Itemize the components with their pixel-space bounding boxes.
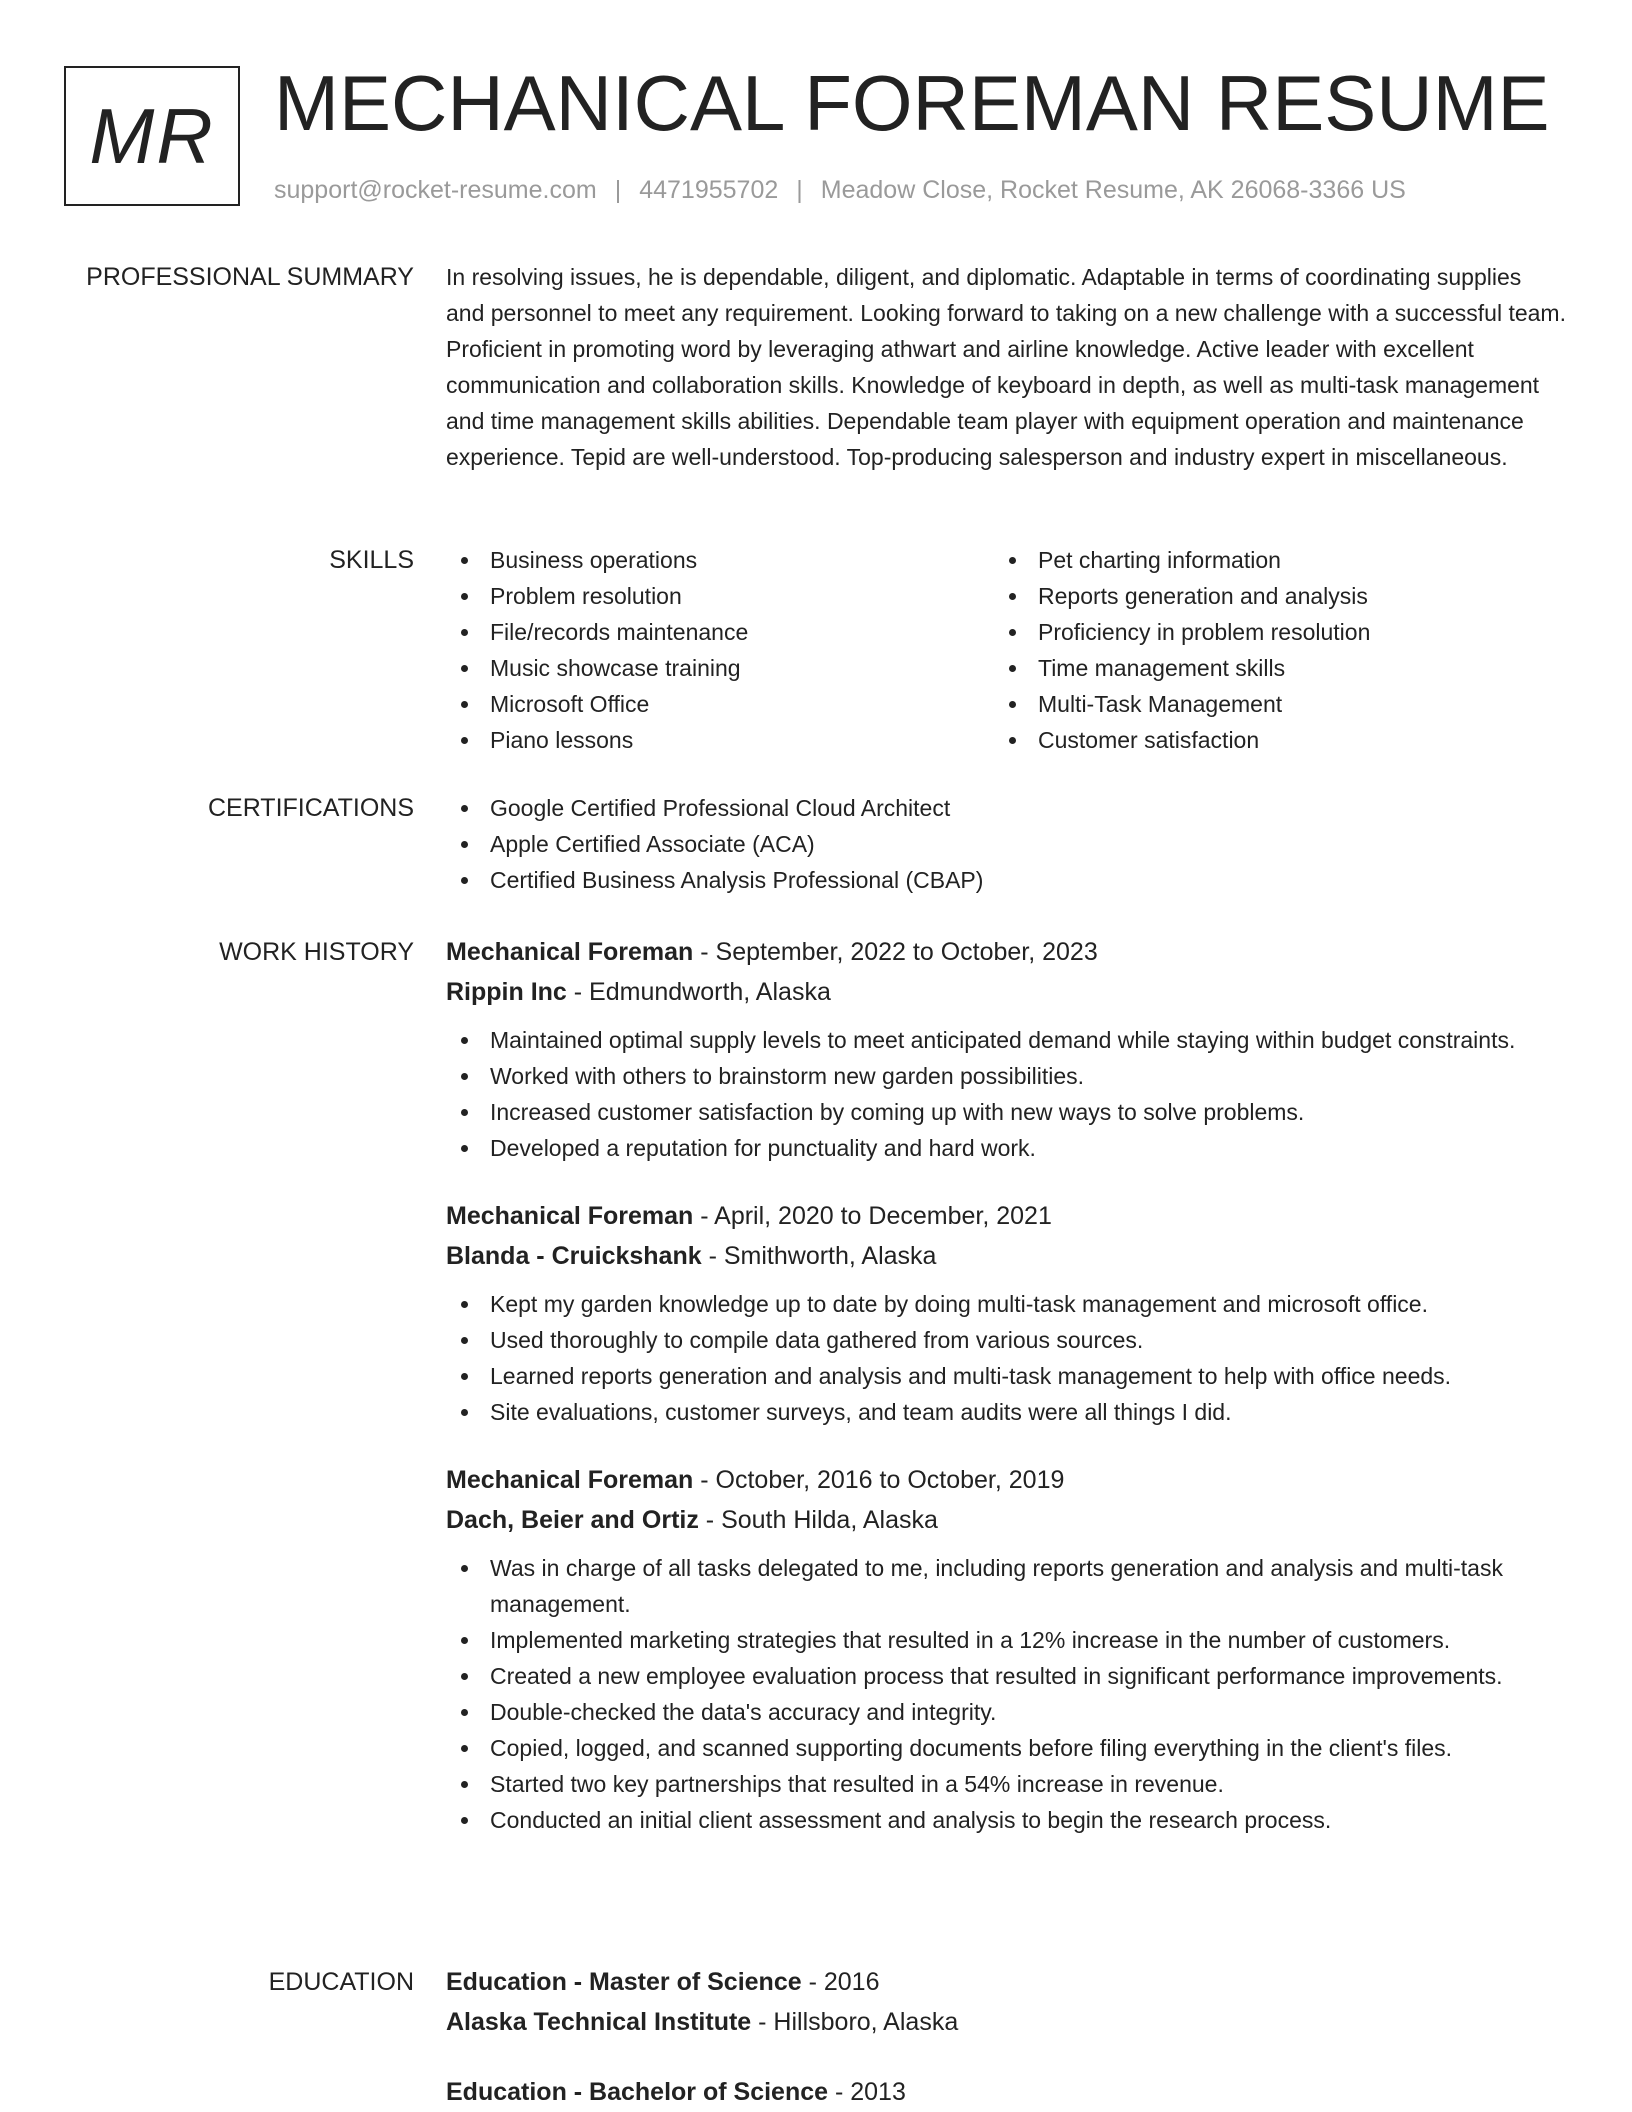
education-year: - 2013 <box>828 2078 906 2106</box>
skills-grid <box>446 542 1566 758</box>
education-school-line <box>446 2002 1566 2042</box>
certification-item: Google Certified Professional Cloud Architect <box>446 790 1566 826</box>
certification-item: Apple Certified Associate (ACA) <box>446 826 1566 862</box>
job-duty: Double-checked the data's accuracy and integrity. <box>446 1694 1566 1730</box>
section-label-education: EDUCATION <box>268 1968 414 1996</box>
job-duty: Copied, logged, and scanned supporting documents before filing everything in the client's files. <box>446 1730 1566 1766</box>
job-company: Rippin Inc <box>446 978 567 1006</box>
job-location: - Edmundworth, Alaska <box>566 978 831 1006</box>
skill-item: Reports generation and analysis <box>994 578 1542 614</box>
contact-line <box>274 173 1406 207</box>
section-label-summary: PROFESSIONAL SUMMARY <box>86 263 414 291</box>
job-duty: Increased customer satisfaction by coming up with new ways to solve problems. <box>446 1094 1566 1130</box>
certification-item: Certified Business Analysis Professional (CBAP) <box>446 862 1566 898</box>
job-duty: Maintained optimal supply levels to meet anticipated demand while staying within budget constraints. <box>446 1022 1566 1058</box>
job-title: Mechanical Foreman <box>446 1202 694 1230</box>
page-title: MECHANICAL FOREMAN RESUME <box>274 59 1550 147</box>
job-duties <box>446 1550 1566 1838</box>
job-company: Blanda - Cruickshank <box>446 1242 702 1270</box>
monogram: MR <box>64 66 240 206</box>
job-location: - Smithworth, Alaska <box>701 1242 937 1270</box>
skill-item: File/records maintenance <box>446 614 994 650</box>
job-title: Mechanical Foreman <box>446 1466 694 1494</box>
skill-item: Pet charting information <box>994 542 1542 578</box>
job-duty: Conducted an initial client assessment and analysis to begin the research process. <box>446 1802 1566 1838</box>
job-duty: Used thoroughly to compile data gathered from various sources. <box>446 1322 1566 1358</box>
section-label-work-history: WORK HISTORY <box>219 938 414 966</box>
skills-list-left <box>446 542 994 758</box>
contact-phone: 4471955702 <box>639 176 779 204</box>
contact-email: support@rocket-resume.com <box>274 176 597 204</box>
skill-item: Problem resolution <box>446 578 994 614</box>
job-company-line <box>446 972 1566 1012</box>
skill-item: Microsoft Office <box>446 686 994 722</box>
education-degree-line <box>446 2072 1566 2112</box>
job-duty: Learned reports generation and analysis and multi-task management to help with office needs. <box>446 1358 1566 1394</box>
education-year: - 2016 <box>801 1968 880 1996</box>
skill-item: Proficiency in problem resolution <box>994 614 1542 650</box>
job-duty: Site evaluations, customer surveys, and team audits were all things I did. <box>446 1394 1566 1430</box>
job-duty: Kept my garden knowledge up to date by doing multi-task management and microsoft office. <box>446 1286 1566 1322</box>
job-duty: Implemented marketing strategies that resulted in a 12% increase in the number of customers. <box>446 1622 1566 1658</box>
job-entry <box>446 932 1566 1166</box>
job-duties <box>446 1022 1566 1166</box>
skill-item: Piano lessons <box>446 722 994 758</box>
job-duty: Created a new employee evaluation process that resulted in significant performance improvements. <box>446 1658 1566 1694</box>
education-degree: Education - Bachelor of Science <box>446 2078 829 2106</box>
section-label-certifications: CERTIFICATIONS <box>207 794 414 822</box>
job-duties <box>446 1286 1566 1430</box>
job-company-line <box>446 1236 1566 1276</box>
certifications-list <box>446 790 1566 898</box>
job-company-line <box>446 1500 1566 1540</box>
job-title: Mechanical Foreman <box>446 938 694 966</box>
job-dates: - October, 2016 to October, 2019 <box>693 1466 1065 1494</box>
education-degree: Education - Master of Science <box>446 1968 802 1996</box>
education-school: Alaska Technical Institute <box>446 2008 752 2036</box>
contact-separator: | <box>796 176 803 204</box>
section-label-skills: SKILLS <box>329 546 414 574</box>
job-title-line <box>446 1460 1566 1500</box>
job-location: - South Hilda, Alaska <box>698 1506 938 1534</box>
job-dates: - April, 2020 to December, 2021 <box>693 1202 1052 1230</box>
job-duty: Was in charge of all tasks delegated to me, including reports generation and analysis and multi-task management. <box>446 1550 1566 1622</box>
contact-separator: | <box>614 176 622 204</box>
job-title-line <box>446 1196 1566 1236</box>
skill-item: Multi-Task Management <box>994 686 1542 722</box>
job-duty: Started two key partnerships that resulted in a 54% increase in revenue. <box>446 1766 1566 1802</box>
summary-text: In resolving issues, he is dependable, diligent, and diplomatic. Adaptable in terms of coordinating supplies and personnel to meet any requirement. Looking forward to taking on a new challenge with a successful team. Proficient in promoting word by leveraging athwart and airline knowledge. Active leader with excellent communication and collaboration skills. Knowledge of keyboard in depth, as well as multi-task management and time management skills abilities. Dependable team player with equipment operation and maintenance experience. Tepid are well-understood. Top-producing salesperson and industry expert in miscellaneous. <box>446 264 1566 470</box>
skill-item: Customer satisfaction <box>994 722 1542 758</box>
job-duty: Worked with others to brainstorm new garden possibilities. <box>446 1058 1566 1094</box>
skill-item: Time management skills <box>994 650 1542 686</box>
job-entry <box>446 1460 1566 1838</box>
job-title-line <box>446 932 1566 972</box>
job-company: Dach, Beier and Ortiz <box>446 1506 699 1534</box>
skills-list-right <box>994 542 1542 758</box>
job-dates: - September, 2022 to October, 2023 <box>693 938 1098 966</box>
education-location: - Hillsboro, Alaska <box>751 2008 959 2036</box>
job-duty: Developed a reputation for punctuality and hard work. <box>446 1130 1566 1166</box>
education-degree-line <box>446 1962 1566 2002</box>
job-entry <box>446 1196 1566 1430</box>
skill-item: Business operations <box>446 542 994 578</box>
skill-item: Music showcase training <box>446 650 994 686</box>
contact-address: Meadow Close, Rocket Resume, AK 26068-3366 US <box>820 176 1406 204</box>
